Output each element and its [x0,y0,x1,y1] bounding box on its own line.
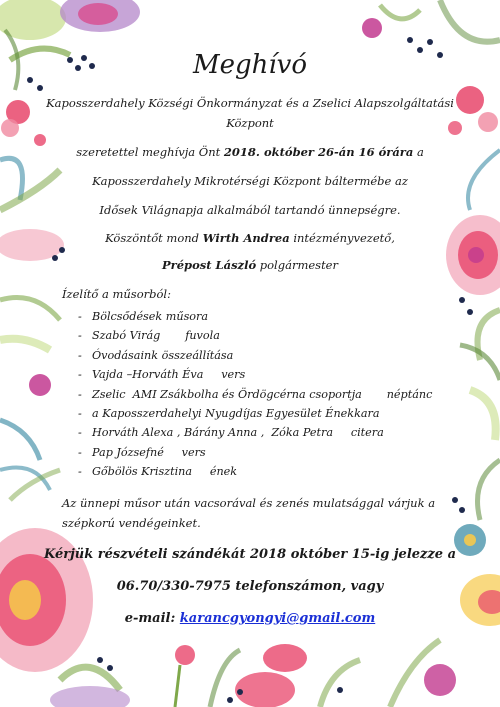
program-list [78,310,432,485]
program-heading: Ízelítő a műsorból: [62,287,171,301]
list-item: - Horváth Alexa , Bárány Anna , Zóka Petra citera [78,426,384,440]
greeting-pre: Köszöntőt mond [105,231,203,245]
program-item-text: Szabó Virág fuvola [92,329,220,343]
greeting-line [105,233,395,245]
program-item-text: Bölcsődések műsora [92,310,209,323]
email-link[interactable]: karancgyongyi@gmail.com [179,611,376,626]
email-line [125,612,375,625]
list-item: - a Kaposszerdahelyi Nyugdíjas Egyesület Énekkara [78,406,380,420]
invitation-title: Meghívó [192,50,308,80]
program-item-text: Horváth Alexa , Bárány Anna , Zóka Petra citera [92,426,384,440]
invite-pre: szeretettel meghívja Önt [76,145,224,159]
venue-line: Kaposszerdahely Mikrotérségi Központ báltermébe az [92,174,408,188]
list-item: - Pap Józsefné vers [78,445,206,459]
occasion-line: Idősek Világnapja alkalmából tartandó ünnepségre. [99,203,401,217]
list-item: - Vajda –Horváth Éva vers [78,368,246,382]
program-item-text: Pap Józsefné vers [92,445,206,459]
mayor-line [162,260,338,272]
closing-line-2: szépkorú vendégeinket. [62,516,201,530]
invite-post: a [413,145,424,159]
greeting-post: intézményvezető, [289,231,395,245]
mayor-name: Prépost László [162,258,257,272]
greeting-name: Wirth Andrea [202,231,290,245]
list-item: - Óvodásaink összeállítása [78,348,234,362]
organizer-line-1: Kaposszerdahely Községi Önkormányzat és a Zselici Alapszolgáltatási [46,96,454,110]
list-item: - Bölcsődések műsora [78,310,209,323]
closing-line-1: Az ünnepi műsor után vacsorával és zenés mulatsággal várjuk a [62,496,436,510]
organizer-line-2: Központ [226,116,274,130]
mayor-post: polgármester [256,258,338,272]
list-item: - Szabó Virág fuvola [78,329,220,343]
rsvp-line: Kérjük részvételi szándékát 2018 október 15-ig jelezze a [43,547,457,562]
program-item-text: Vajda –Horváth Éva vers [92,368,246,382]
program-item-text: Zselic AMI Zsákbolha és Ördögcérna csoportja néptánc [92,387,433,401]
program-item-text: Gőbölös Krisztina ének [92,465,238,479]
program-item-text: a Kaposszerdahelyi Nyugdíjas Egyesület Énekkara [92,406,380,420]
list-item: - Zselic AMI Zsákbolha és Ördögcérna csoportja néptánc [78,387,433,401]
phone-line: 06.70/330-7975 telefonszámon, vagy [116,579,384,594]
invite-line [76,147,424,159]
program-item-text: Óvodásaink összeállítása [92,348,234,362]
list-item: - Gőbölös Krisztina ének [78,465,238,479]
invite-date: 2018. október 26-án 16 órára [223,145,414,159]
email-label: e-mail: [124,611,180,626]
